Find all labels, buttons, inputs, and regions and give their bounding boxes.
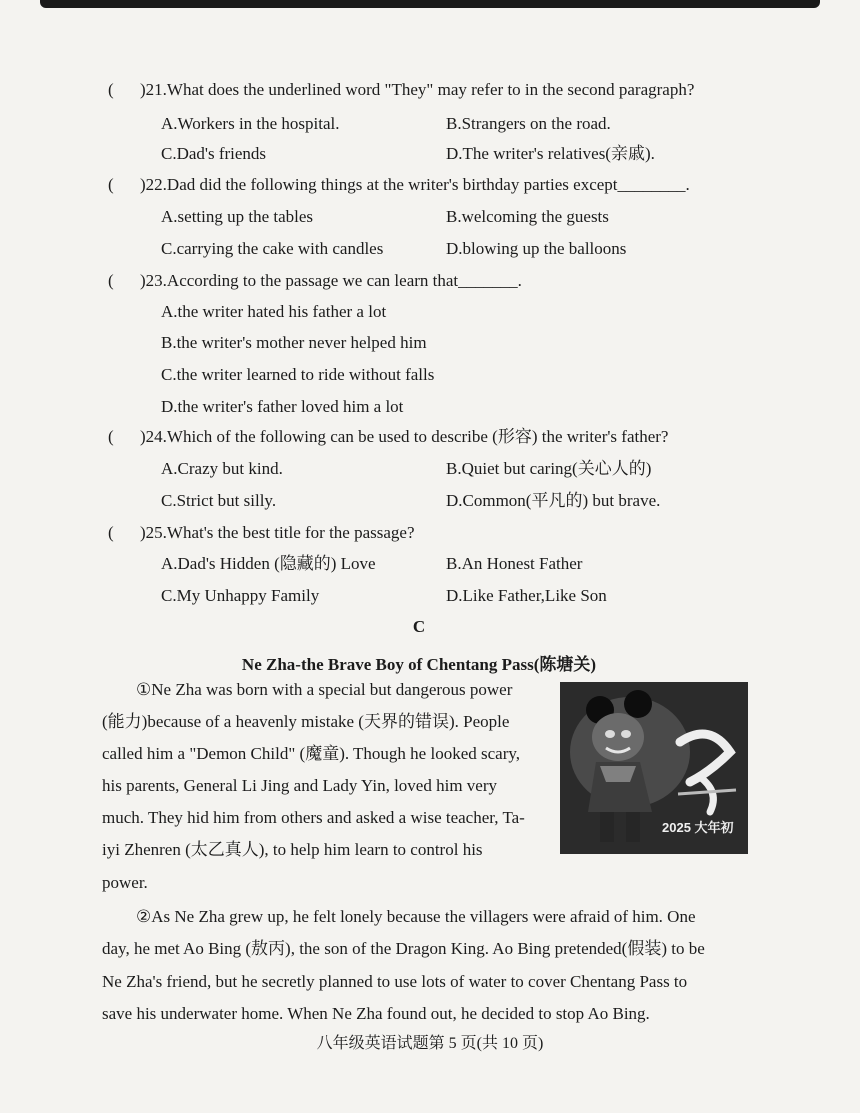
question-stem: )25.What's the best title for the passage? (140, 523, 415, 542)
ne-zha-poster-image (560, 682, 748, 854)
option-a: A.setting up the tables (161, 207, 314, 226)
option-b: B.welcoming the guests (446, 207, 609, 226)
question-stem: )22.Dad did the following things at the writer's birthday parties except________. (140, 175, 690, 194)
paragraph-1-line: called him a "Demon Child" (魔童). Though he looked scary, (102, 744, 521, 763)
option-b: B.An Honest Father (446, 554, 583, 573)
option-b: B.Strangers on the road. (446, 114, 611, 133)
answer-paren[interactable]: ( (108, 427, 114, 446)
option-c: C.the writer learned to ride without falls (161, 365, 435, 384)
option-d: D.Common(平凡的) but brave. (446, 491, 661, 510)
paragraph-1-line: (能力)because of a heavenly mistake (天界的错误). People (102, 712, 510, 731)
answer-paren[interactable]: ( (108, 175, 114, 194)
paragraph-2-line: day, he met Ao Bing (敖丙), the son of the Dragon King. Ao Bing pretended(假装) to be (102, 939, 705, 958)
option-c: C.My Unhappy Family (161, 586, 320, 605)
page-footer: 八年级英语试题第 5 页(共 10 页) (316, 1035, 544, 1052)
paragraph-1-line: iyi Zhenren (太乙真人), to help him learn to control his (102, 840, 483, 859)
option-c: C.Strict but silly. (161, 491, 277, 510)
option-b: B.Quiet but caring(关心人的) (446, 459, 652, 478)
option-d: D.blowing up the balloons (446, 239, 627, 258)
option-a: A.Dad's Hidden (隐藏的) Love (161, 554, 376, 573)
option-a: A.Crazy but kind. (161, 459, 283, 478)
option-d: D.The writer's relatives(亲戚). (446, 144, 655, 163)
option-a: A.Workers in the hospital. (161, 114, 340, 133)
option-d: D.the writer's father loved him a lot (161, 397, 404, 416)
poster-date-text: 2025 大年初 (662, 820, 734, 835)
option-a: A.the writer hated his father a lot (161, 302, 387, 321)
option-d: D.Like Father,Like Son (446, 586, 607, 605)
poster-illustration (560, 682, 748, 854)
answer-paren[interactable]: ( (108, 523, 114, 542)
paragraph-1-line: his parents, General Li Jing and Lady Yin, loved him very (102, 776, 498, 795)
answer-paren[interactable]: ( (108, 80, 114, 99)
section-letter: C (412, 617, 426, 636)
answer-paren[interactable]: ( (108, 271, 114, 290)
paragraph-2-line: ②As Ne Zha grew up, he felt lonely because the villagers were afraid of him. One (136, 907, 696, 926)
scan-top-edge (40, 0, 820, 8)
question-stem: )24.Which of the following can be used to describe (形容) the writer's father? (140, 427, 669, 446)
paragraph-2-line: Ne Zha's friend, but he secretly planned to use lots of water to cover Chentang Pass to (102, 972, 688, 991)
option-c: C.Dad's friends (161, 144, 267, 163)
option-b: B.the writer's mother never helped him (161, 333, 427, 352)
paragraph-2-line: save his underwater home. When Ne Zha found out, he decided to stop Ao Bing. (102, 1004, 650, 1023)
paragraph-1-line: ①Ne Zha was born with a special but dangerous power (136, 680, 513, 699)
passage-title: Ne Zha-the Brave Boy of Chentang Pass(陈塘关) (241, 655, 597, 674)
option-c: C.carrying the cake with candles (161, 239, 384, 258)
question-stem: )21.What does the underlined word "They" may refer to in the second paragraph? (140, 80, 695, 99)
question-stem: )23.According to the passage we can learn that_______. (140, 271, 522, 290)
paragraph-1-line: power. (102, 873, 148, 892)
paragraph-1-line: much. They hid him from others and asked a wise teacher, Ta- (102, 808, 525, 827)
